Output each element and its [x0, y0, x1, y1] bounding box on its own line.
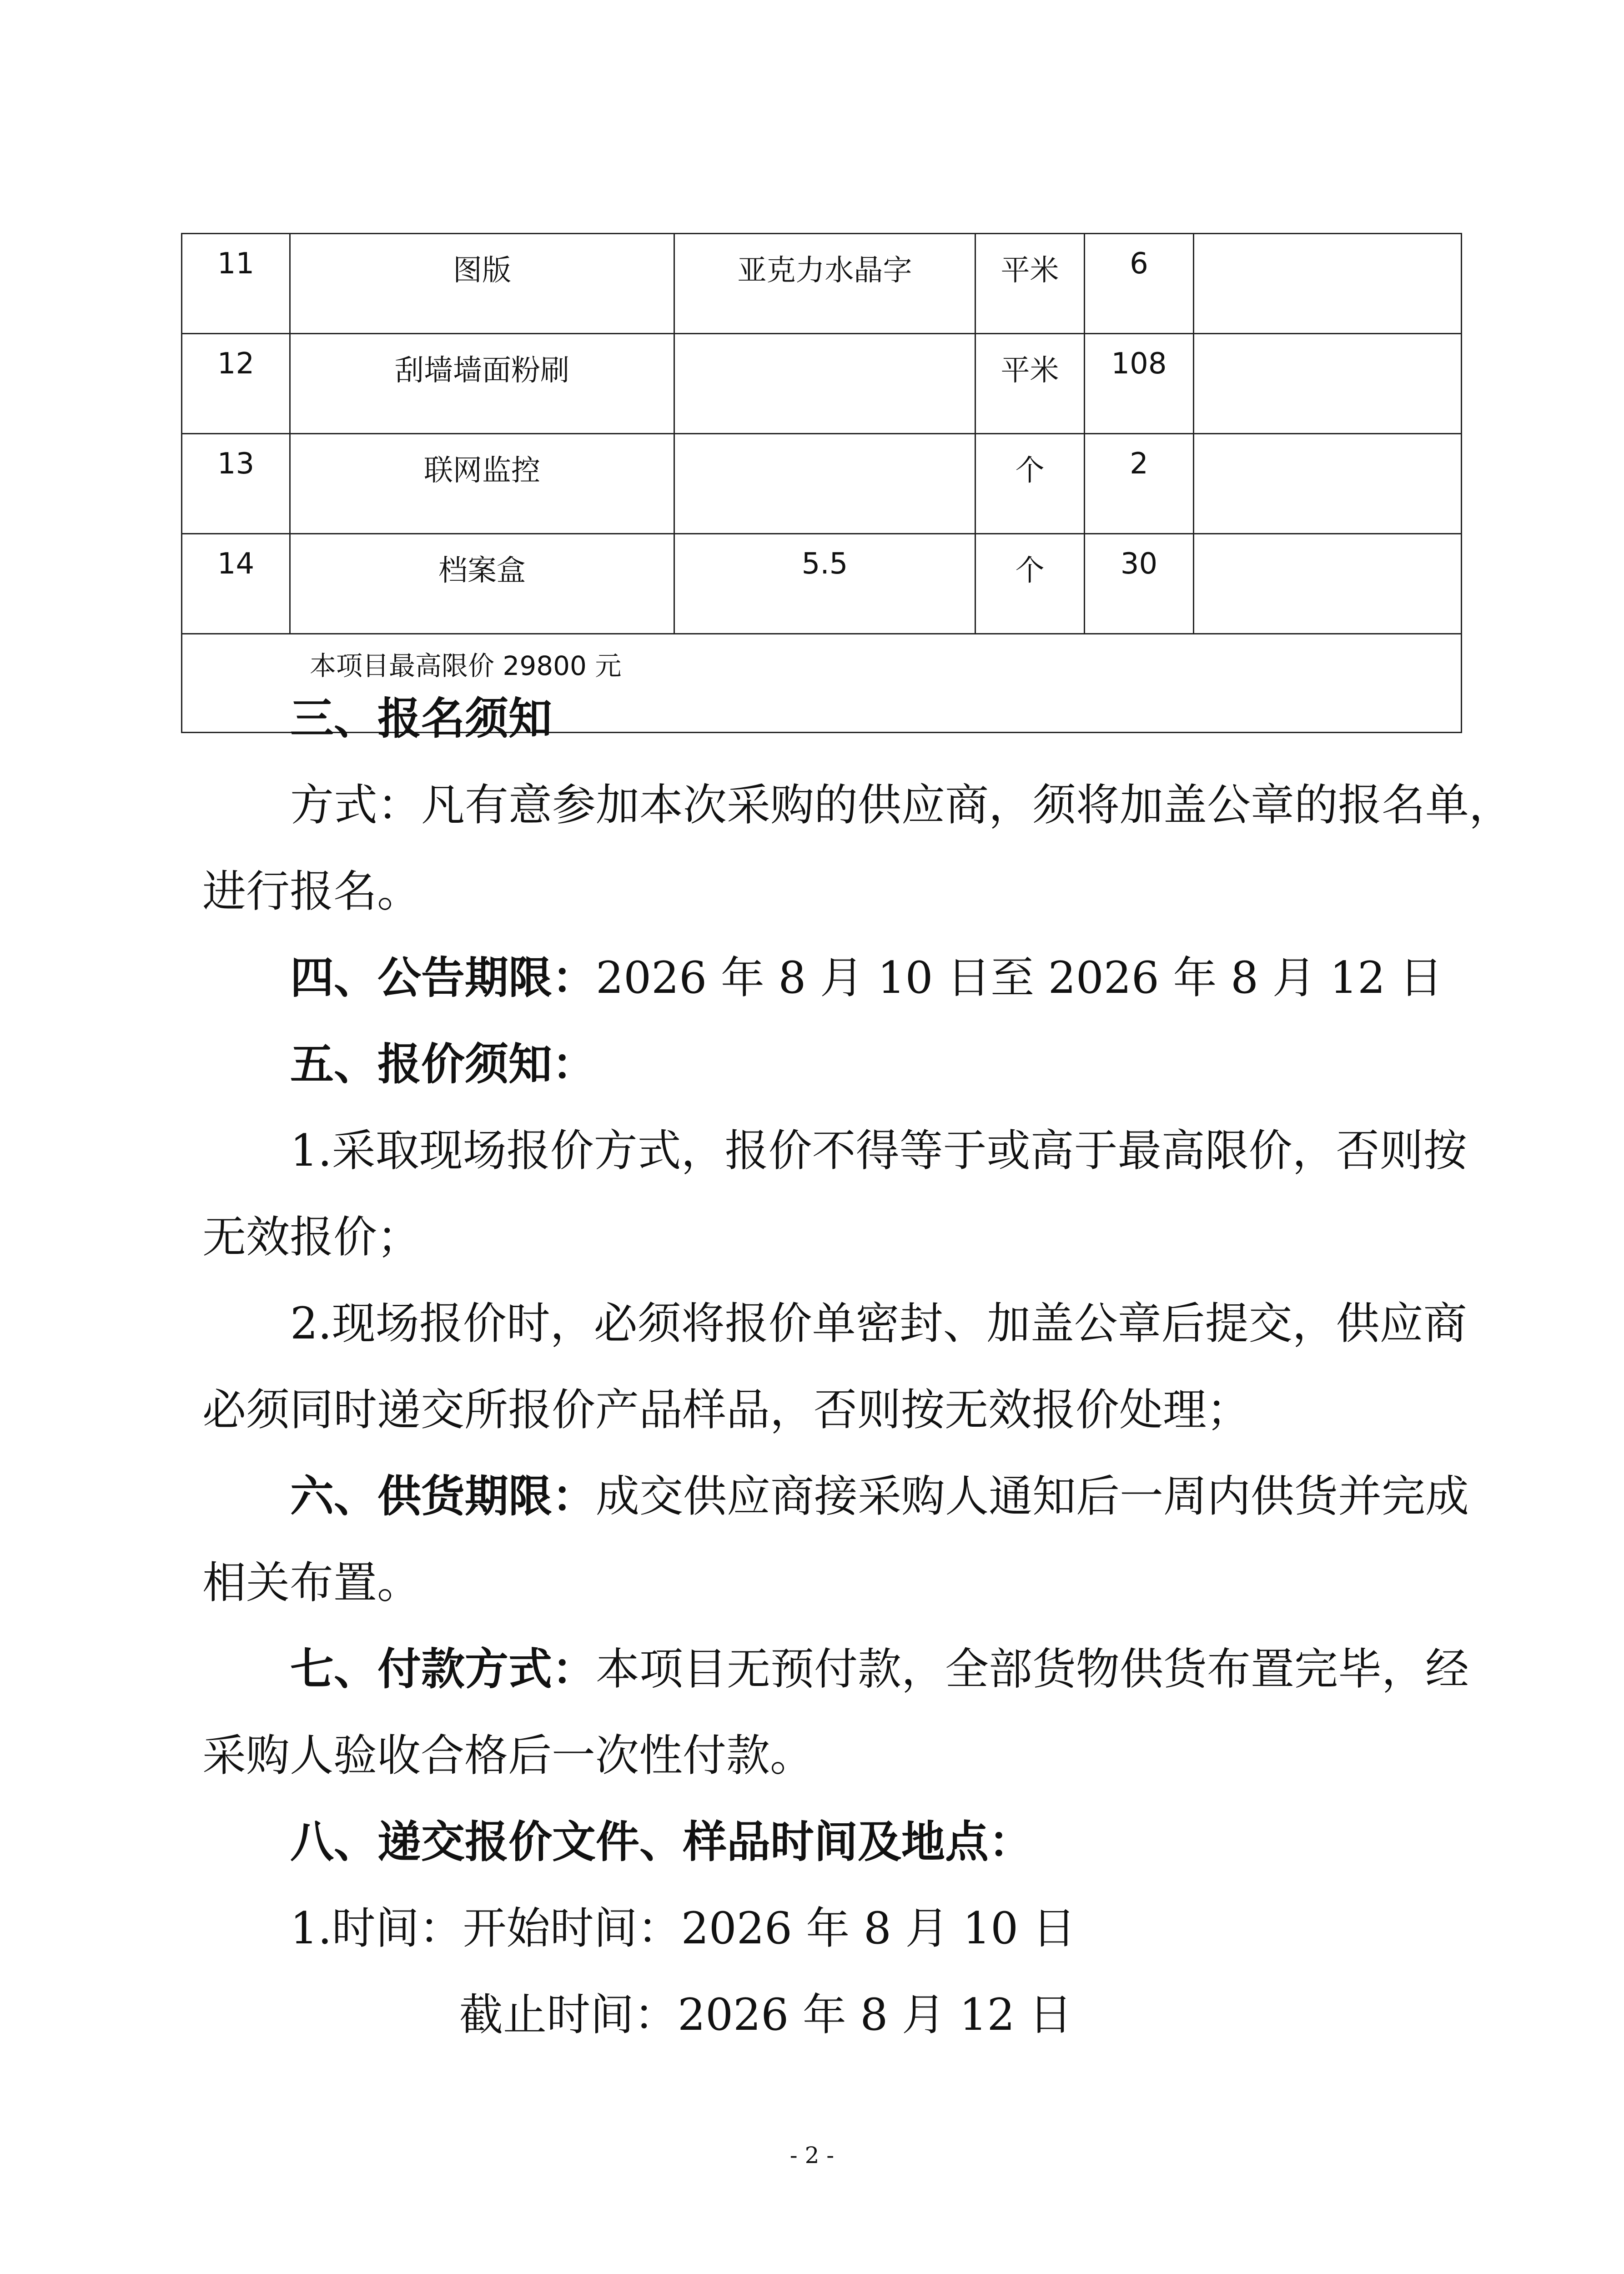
items-table — [181, 233, 1462, 733]
table-row — [182, 334, 1462, 434]
items-table-container — [181, 233, 1461, 733]
supply-period-label: 六、供货期限： — [290, 1471, 596, 1522]
cell-name: 图版 — [290, 234, 674, 334]
cell-no: 11 — [182, 234, 290, 334]
cell-no: 12 — [182, 334, 290, 434]
payment-method-line2: 采购人验收合格后一次性付款。 — [202, 1730, 814, 1781]
cell-qty: 108 — [1085, 334, 1194, 434]
cell-note — [1194, 234, 1462, 334]
cell-no: 13 — [182, 434, 290, 534]
cell-name: 联网监控 — [290, 434, 674, 534]
registration-method-line1: 方式：凡有意参加本次采购的供应商，须将加盖公章的报名单， — [290, 780, 1513, 830]
section-quotation-heading: 五、报价须知： — [290, 1039, 596, 1090]
cell-qty: 30 — [1085, 534, 1194, 634]
section-registration-heading: 三、报名须知 — [290, 693, 552, 744]
cell-qty: 2 — [1085, 434, 1194, 534]
cell-spec — [674, 434, 975, 534]
cell-note — [1194, 434, 1462, 534]
cell-note — [1194, 334, 1462, 434]
quotation-item2-line1: 2.现场报价时，必须将报价单密封、加盖公章后提交，供应商 — [290, 1298, 1467, 1349]
cell-spec: 5.5 — [674, 534, 975, 634]
payment-method — [290, 1626, 1469, 1712]
table-row — [182, 434, 1462, 534]
cell-qty: 6 — [1085, 234, 1194, 334]
announcement-period-text: 2026 年 8 月 10 日至 2026 年 8 月 12 日 — [596, 952, 1443, 1003]
cell-spec: 亚克力水晶字 — [674, 234, 975, 334]
quotation-item1-line1: 1.采取现场报价方式，报价不得等于或高于最高限价，否则按 — [290, 1125, 1467, 1176]
cell-unit: 平米 — [975, 334, 1085, 434]
announcement-period — [290, 935, 1443, 1021]
payment-method-label: 七、付款方式： — [290, 1644, 596, 1695]
supply-period — [290, 1453, 1469, 1539]
cell-name: 刮墙墙面粉刷 — [290, 334, 674, 434]
cell-spec — [674, 334, 975, 434]
cell-note — [1194, 534, 1462, 634]
submission-start-time: 1.时间：开始时间：2026 年 8 月 10 日 — [290, 1903, 1076, 1954]
submission-deadline: 截止时间：2026 年 8 月 12 日 — [459, 1989, 1073, 2040]
cell-name: 档案盒 — [290, 534, 674, 634]
cell-unit: 平米 — [975, 234, 1085, 334]
section-submission-heading: 八、递交报价文件、样品时间及地点： — [290, 1816, 1032, 1867]
table-row — [182, 234, 1462, 334]
registration-method-line2: 进行报名。 — [202, 866, 421, 917]
max-price-cell: 本项目最高限价 29800 元 — [182, 634, 1462, 733]
supply-period-text: 成交供应商接采购人通知后一周内供货并完成 — [596, 1471, 1469, 1522]
cell-no: 14 — [182, 534, 290, 634]
page-number: - 2 - — [789, 2142, 835, 2168]
announcement-period-label: 四、公告期限： — [290, 952, 596, 1003]
table-row — [182, 534, 1462, 634]
payment-method-text: 本项目无预付款，全部货物供货布置完毕，经 — [596, 1644, 1469, 1695]
cell-unit: 个 — [975, 434, 1085, 534]
quotation-item1-line2: 无效报价； — [202, 1212, 421, 1263]
supply-period-line2: 相关布置。 — [202, 1557, 421, 1608]
cell-unit: 个 — [975, 534, 1085, 634]
quotation-item2-line2: 必须同时递交所报价产品样品，否则按无效报价处理； — [202, 1384, 1250, 1435]
